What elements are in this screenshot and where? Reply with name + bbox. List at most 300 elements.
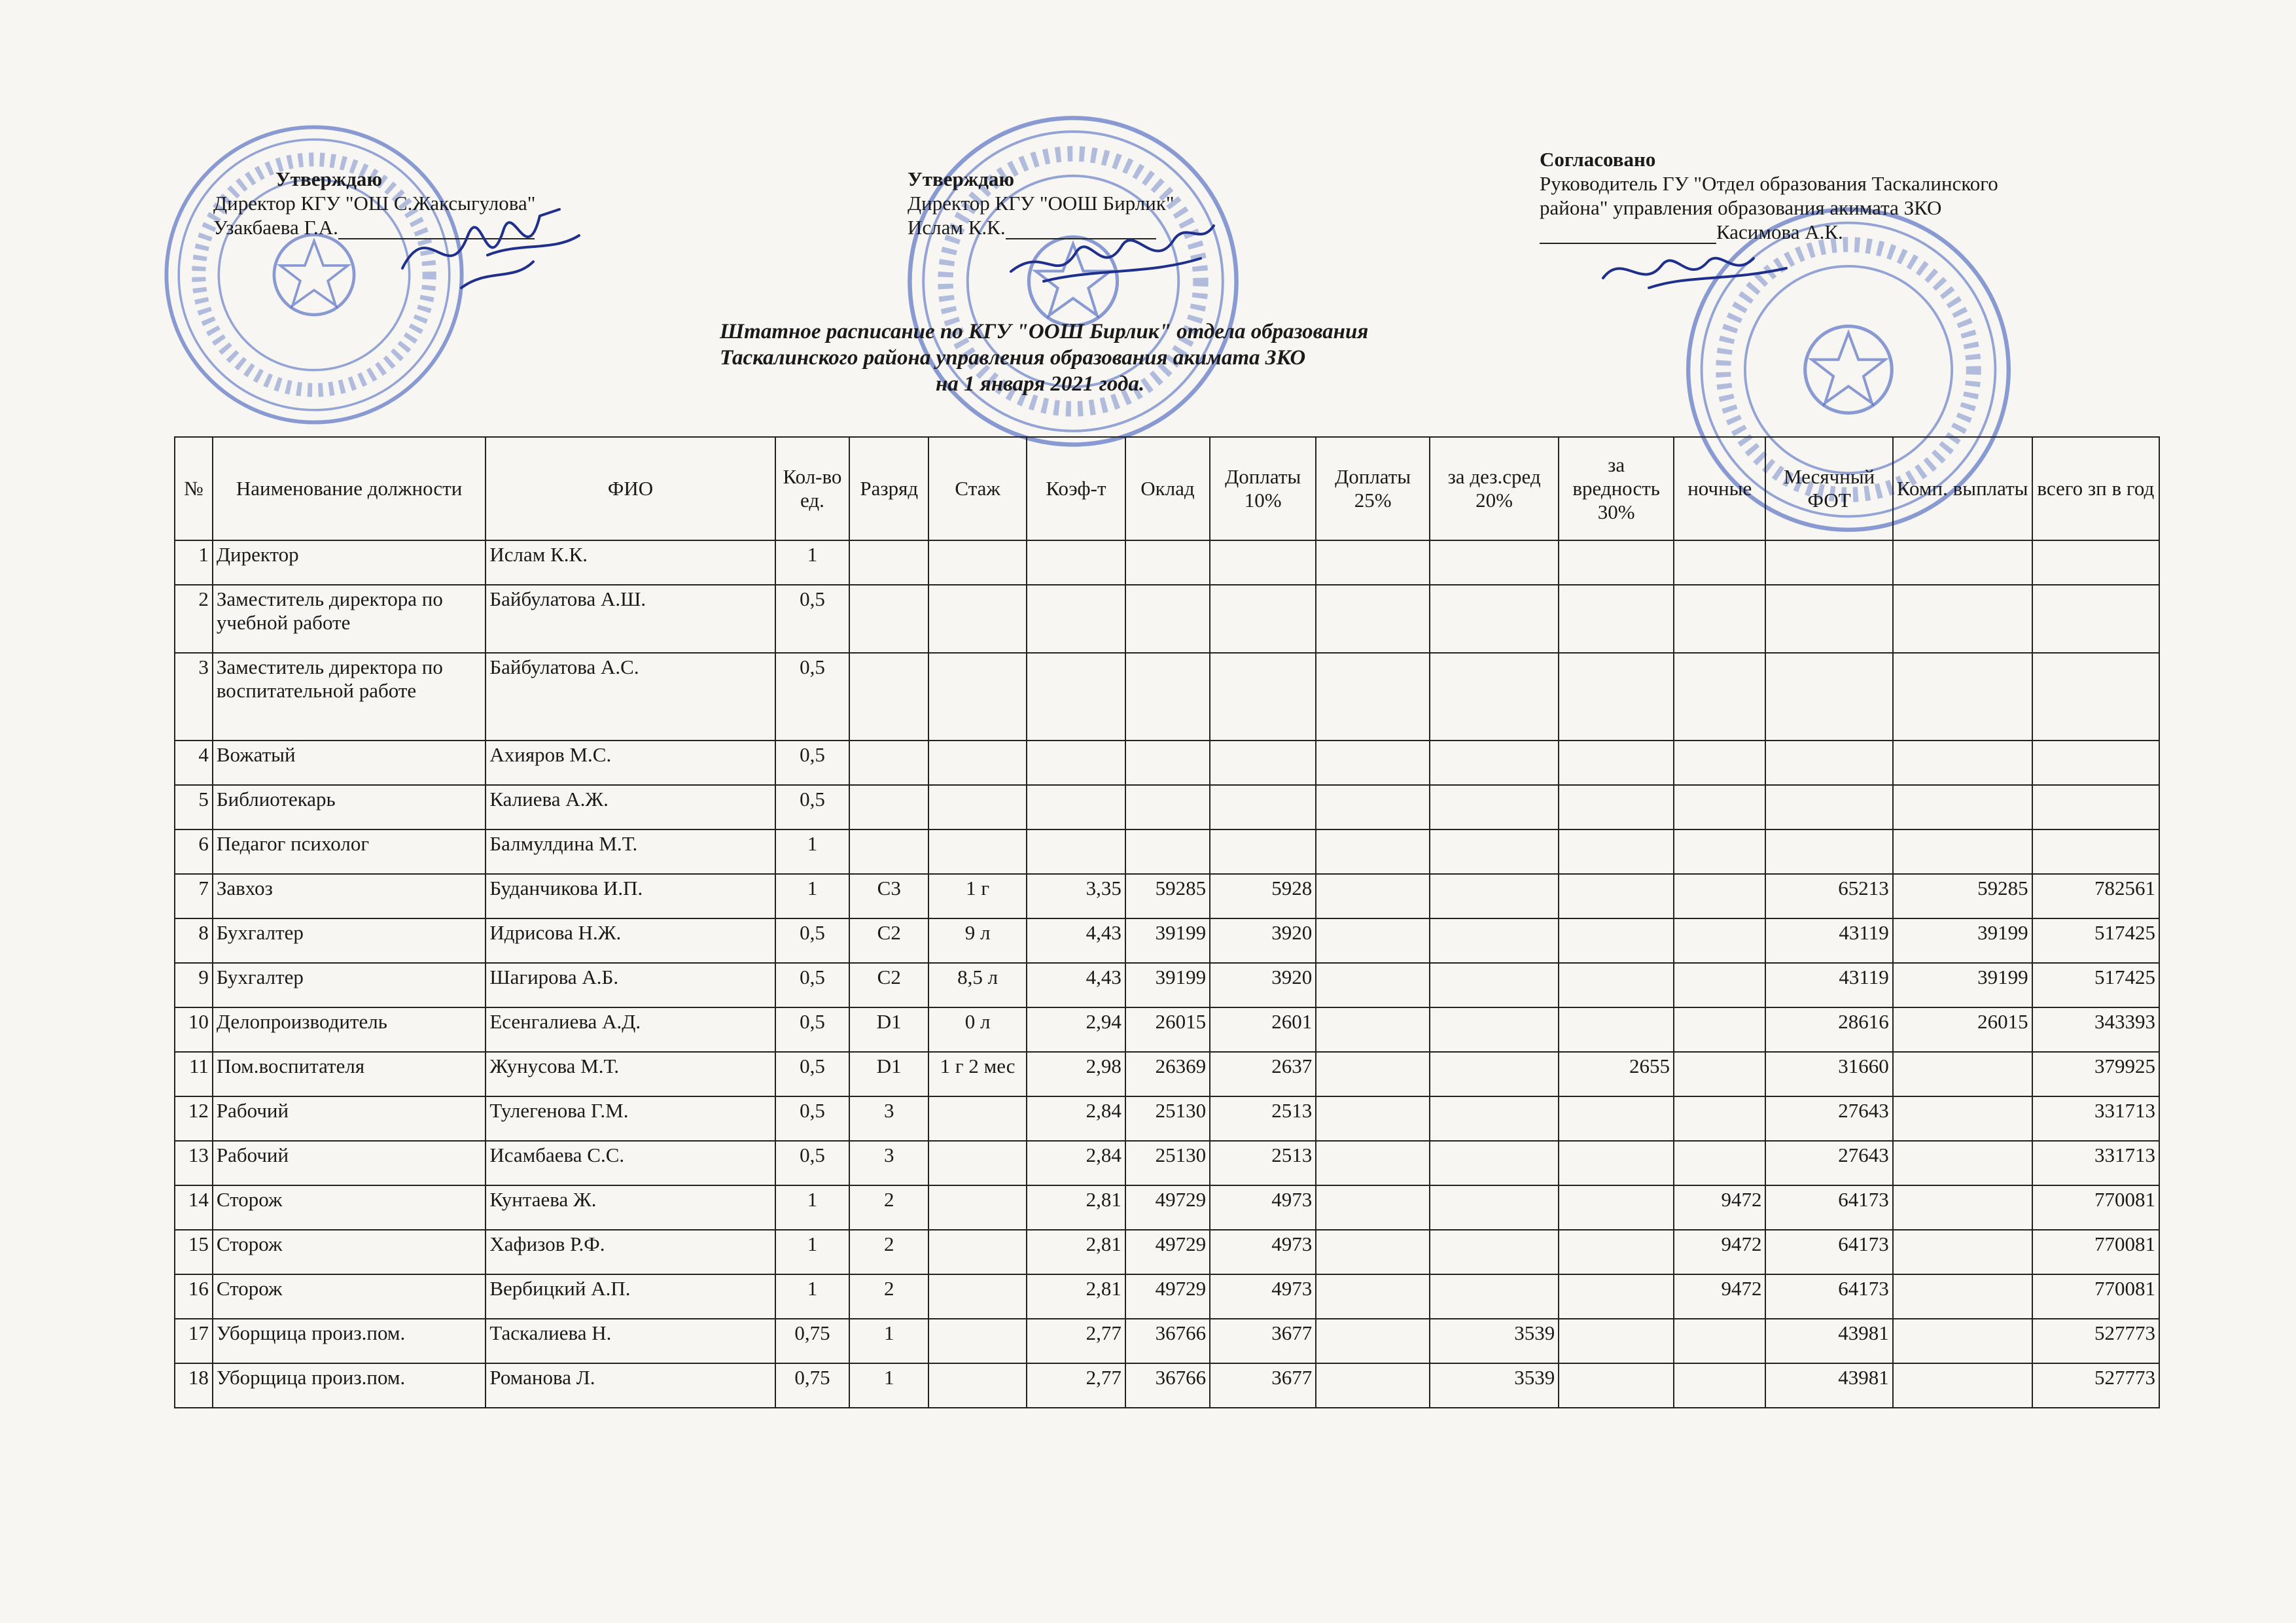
cell-col-harm — [1559, 829, 1674, 874]
cell-col-coef: 2,77 — [1027, 1363, 1125, 1408]
cell-col-fot: 43119 — [1765, 963, 1892, 1007]
cell-col-number: 7 — [175, 874, 213, 918]
approval-signer-name: Касимова А.К. — [1716, 220, 1843, 243]
cell-col-salary — [1125, 540, 1210, 585]
cell-col-stage — [928, 1363, 1027, 1408]
cell-col-coef — [1027, 829, 1125, 874]
header-col-year: всего зп в год — [2032, 437, 2159, 540]
cell-col-year: 770081 — [2032, 1230, 2159, 1274]
cell-col-grade — [849, 741, 928, 785]
cell-col-salary: 25130 — [1125, 1096, 1210, 1141]
approval-signer-title: Директор КГУ "ООШ Бирлик" — [908, 192, 1174, 215]
cell-col-stage: 0 л — [928, 1007, 1027, 1052]
table-row — [175, 1141, 2159, 1185]
cell-col-number: 9 — [175, 963, 213, 1007]
cell-col-position: Уборщица произ.пом. — [213, 1363, 486, 1408]
cell-col-units: 0,5 — [775, 585, 850, 653]
cell-col-year: 782561 — [2032, 874, 2159, 918]
cell-col-position: Сторож — [213, 1185, 486, 1230]
cell-col-dez: 3539 — [1430, 1319, 1559, 1363]
cell-col-dez — [1430, 741, 1559, 785]
cell-col-add25 — [1316, 1230, 1430, 1274]
header-col-fot: Месячный ФОТ — [1765, 437, 1892, 540]
cell-col-fot: 64173 — [1765, 1230, 1892, 1274]
cell-col-harm — [1559, 1230, 1674, 1274]
cell-col-fot: 64173 — [1765, 1274, 1892, 1319]
cell-col-year: 527773 — [2032, 1363, 2159, 1408]
cell-col-fot: 43981 — [1765, 1363, 1892, 1408]
cell-col-salary: 36766 — [1125, 1319, 1210, 1363]
cell-col-comp — [1893, 829, 2032, 874]
header-col-position: Наименование должности — [213, 437, 486, 540]
cell-col-harm — [1559, 1096, 1674, 1141]
cell-col-grade: D1 — [849, 1007, 928, 1052]
cell-col-units: 1 — [775, 540, 850, 585]
cell-col-fio: Есенгалиева А.Д. — [486, 1007, 775, 1052]
cell-col-number: 6 — [175, 829, 213, 874]
handwritten-signature-middle — [1004, 206, 1220, 294]
cell-col-number: 13 — [175, 1141, 213, 1185]
cell-col-year: 331713 — [2032, 1141, 2159, 1185]
staffing-table — [174, 436, 2160, 1408]
cell-col-add10 — [1210, 540, 1316, 585]
cell-col-night — [1674, 585, 1766, 653]
cell-col-stage: 1 г — [928, 874, 1027, 918]
cell-col-fot — [1765, 785, 1892, 829]
cell-col-year: 517425 — [2032, 918, 2159, 963]
cell-col-units: 0,5 — [775, 785, 850, 829]
cell-col-comp: 39199 — [1893, 918, 2032, 963]
approval-signer-title: Руководитель ГУ "Отдел образования Таскалинского — [1540, 172, 1998, 195]
cell-col-dez — [1430, 540, 1559, 585]
cell-col-dez — [1430, 1096, 1559, 1141]
table-row — [175, 653, 2159, 741]
cell-col-salary: 39199 — [1125, 963, 1210, 1007]
title-line-3: на 1 января 2021 года. — [936, 372, 1145, 396]
table-row — [175, 1096, 2159, 1141]
table-row — [175, 1185, 2159, 1230]
table-row — [175, 785, 2159, 829]
cell-col-dez — [1430, 874, 1559, 918]
cell-col-stage — [928, 653, 1027, 741]
cell-col-stage — [928, 1230, 1027, 1274]
cell-col-salary — [1125, 829, 1210, 874]
cell-col-add10: 3677 — [1210, 1363, 1316, 1408]
cell-col-units: 1 — [775, 1274, 850, 1319]
cell-col-position: Уборщица произ.пом. — [213, 1319, 486, 1363]
cell-col-position: Бухгалтер — [213, 918, 486, 963]
cell-col-coef — [1027, 741, 1125, 785]
cell-col-year — [2032, 585, 2159, 653]
cell-col-stage — [928, 741, 1027, 785]
cell-col-number: 1 — [175, 540, 213, 585]
cell-col-add10: 4973 — [1210, 1185, 1316, 1230]
cell-col-night: 9472 — [1674, 1230, 1766, 1274]
cell-col-comp — [1893, 1141, 2032, 1185]
cell-col-position: Завхоз — [213, 874, 486, 918]
cell-col-year — [2032, 540, 2159, 585]
cell-col-salary: 36766 — [1125, 1363, 1210, 1408]
cell-col-add10: 2637 — [1210, 1052, 1316, 1096]
cell-col-coef: 2,84 — [1027, 1141, 1125, 1185]
cell-col-harm — [1559, 1141, 1674, 1185]
cell-col-night — [1674, 918, 1766, 963]
approval-block-right — [1540, 147, 1998, 244]
cell-col-year: 343393 — [2032, 1007, 2159, 1052]
cell-col-position: Вожатый — [213, 741, 486, 785]
cell-col-salary: 26369 — [1125, 1052, 1210, 1096]
cell-col-number: 2 — [175, 585, 213, 653]
cell-col-comp: 26015 — [1893, 1007, 2032, 1052]
cell-col-salary — [1125, 585, 1210, 653]
cell-col-dez — [1430, 918, 1559, 963]
cell-col-grade: D1 — [849, 1052, 928, 1096]
cell-col-night — [1674, 1319, 1766, 1363]
table-row — [175, 1363, 2159, 1408]
cell-col-fio: Ислам К.К. — [486, 540, 775, 585]
cell-col-units: 1 — [775, 829, 850, 874]
cell-col-grade: 3 — [849, 1096, 928, 1141]
approval-heading: Утверждаю — [275, 167, 383, 190]
header-col-comp: Комп. выплаты — [1893, 437, 2032, 540]
header-col-dez: за дез.сред 20% — [1430, 437, 1559, 540]
cell-col-units: 0,5 — [775, 653, 850, 741]
cell-col-grade: 2 — [849, 1230, 928, 1274]
cell-col-night — [1674, 1096, 1766, 1141]
cell-col-position: Делопроизводитель — [213, 1007, 486, 1052]
cell-col-add25 — [1316, 785, 1430, 829]
cell-col-stage: 9 л — [928, 918, 1027, 963]
cell-col-fot — [1765, 741, 1892, 785]
cell-col-add10 — [1210, 653, 1316, 741]
cell-col-position: Рабочий — [213, 1096, 486, 1141]
header-col-number: № — [175, 437, 213, 540]
cell-col-fot: 65213 — [1765, 874, 1892, 918]
cell-col-comp — [1893, 1096, 2032, 1141]
cell-col-add10: 5928 — [1210, 874, 1316, 918]
cell-col-add25 — [1316, 540, 1430, 585]
cell-col-fot — [1765, 540, 1892, 585]
cell-col-year — [2032, 741, 2159, 785]
cell-col-fot: 31660 — [1765, 1052, 1892, 1096]
header-col-harm: за вредность 30% — [1559, 437, 1674, 540]
cell-col-night — [1674, 1141, 1766, 1185]
table-row — [175, 1274, 2159, 1319]
cell-col-add10: 2513 — [1210, 1141, 1316, 1185]
cell-col-comp — [1893, 653, 2032, 741]
cell-col-coef: 2,77 — [1027, 1319, 1125, 1363]
table-row — [175, 585, 2159, 653]
header-col-units: Кол-во ед. — [775, 437, 850, 540]
cell-col-comp — [1893, 741, 2032, 785]
cell-col-night — [1674, 540, 1766, 585]
cell-col-dez — [1430, 653, 1559, 741]
cell-col-harm — [1559, 918, 1674, 963]
cell-col-units: 0,5 — [775, 1141, 850, 1185]
approval-heading: Утверждаю — [908, 167, 1015, 190]
cell-col-harm — [1559, 1363, 1674, 1408]
cell-col-position: Сторож — [213, 1274, 486, 1319]
cell-col-fio: Таскалиева Н. — [486, 1319, 775, 1363]
table-row — [175, 874, 2159, 918]
cell-col-add25 — [1316, 653, 1430, 741]
cell-col-position: Библиотекарь — [213, 785, 486, 829]
cell-col-harm — [1559, 653, 1674, 741]
approval-signer-title-cont: района" управления образования акимата ЗКО — [1540, 196, 1942, 219]
cell-col-add25 — [1316, 1274, 1430, 1319]
cell-col-dez — [1430, 1141, 1559, 1185]
cell-col-coef: 2,81 — [1027, 1230, 1125, 1274]
cell-col-number: 11 — [175, 1052, 213, 1096]
cell-col-add10 — [1210, 785, 1316, 829]
cell-col-fio: Идрисова Н.Ж. — [486, 918, 775, 963]
cell-col-dez — [1430, 963, 1559, 1007]
cell-col-fio: Вербицкий А.П. — [486, 1274, 775, 1319]
cell-col-number: 10 — [175, 1007, 213, 1052]
cell-col-add25 — [1316, 741, 1430, 785]
cell-col-grade — [849, 785, 928, 829]
cell-col-position: Заместитель директора по учебной работе — [213, 585, 486, 653]
cell-col-harm — [1559, 741, 1674, 785]
cell-col-stage — [928, 1141, 1027, 1185]
cell-col-salary — [1125, 741, 1210, 785]
title-line-1: Штатное расписание по КГУ "ООШ Бирлик" отдела образования — [720, 320, 1369, 343]
cell-col-units: 1 — [775, 874, 850, 918]
cell-col-year: 770081 — [2032, 1274, 2159, 1319]
cell-col-fio: Кунтаева Ж. — [486, 1185, 775, 1230]
cell-col-year: 527773 — [2032, 1319, 2159, 1363]
cell-col-grade: С3 — [849, 874, 928, 918]
cell-col-units: 0,5 — [775, 1007, 850, 1052]
cell-col-add25 — [1316, 1052, 1430, 1096]
document-title — [720, 319, 1570, 397]
header-col-add25: Доплаты 25% — [1316, 437, 1430, 540]
cell-col-add25 — [1316, 874, 1430, 918]
cell-col-fio: Исамбаева С.С. — [486, 1141, 775, 1185]
handwritten-signature-left — [389, 190, 586, 298]
cell-col-add25 — [1316, 1363, 1430, 1408]
cell-col-fot — [1765, 653, 1892, 741]
cell-col-dez — [1430, 1274, 1559, 1319]
cell-col-add10: 3677 — [1210, 1319, 1316, 1363]
cell-col-night — [1674, 1052, 1766, 1096]
cell-col-add10 — [1210, 741, 1316, 785]
cell-col-night — [1674, 874, 1766, 918]
table-row — [175, 1007, 2159, 1052]
header-col-fio: ФИО — [486, 437, 775, 540]
cell-col-coef: 4,43 — [1027, 963, 1125, 1007]
cell-col-units: 1 — [775, 1230, 850, 1274]
cell-col-fio: Тулегенова Г.М. — [486, 1096, 775, 1141]
approval-heading: Согласовано — [1540, 148, 1656, 171]
header-col-stage: Стаж — [928, 437, 1027, 540]
cell-col-fio: Шагирова А.Б. — [486, 963, 775, 1007]
cell-col-stage — [928, 1274, 1027, 1319]
cell-col-night — [1674, 785, 1766, 829]
cell-col-harm — [1559, 1185, 1674, 1230]
cell-col-comp — [1893, 540, 2032, 585]
cell-col-fot — [1765, 585, 1892, 653]
cell-col-fio: Байбулатова А.С. — [486, 653, 775, 741]
cell-col-salary: 26015 — [1125, 1007, 1210, 1052]
cell-col-fio: Байбулатова А.Ш. — [486, 585, 775, 653]
cell-col-comp — [1893, 585, 2032, 653]
header-col-salary: Оклад — [1125, 437, 1210, 540]
cell-col-year: 379925 — [2032, 1052, 2159, 1096]
cell-col-coef: 4,43 — [1027, 918, 1125, 963]
cell-col-night: 9472 — [1674, 1185, 1766, 1230]
cell-col-fot: 43981 — [1765, 1319, 1892, 1363]
cell-col-comp — [1893, 1319, 2032, 1363]
cell-col-stage — [928, 785, 1027, 829]
cell-col-stage — [928, 585, 1027, 653]
cell-col-night — [1674, 829, 1766, 874]
cell-col-number: 18 — [175, 1363, 213, 1408]
cell-col-year: 517425 — [2032, 963, 2159, 1007]
cell-col-night: 9472 — [1674, 1274, 1766, 1319]
cell-col-coef — [1027, 653, 1125, 741]
cell-col-add10: 3920 — [1210, 963, 1316, 1007]
cell-col-night — [1674, 653, 1766, 741]
cell-col-dez — [1430, 585, 1559, 653]
cell-col-position: Бухгалтер — [213, 963, 486, 1007]
cell-col-comp: 39199 — [1893, 963, 2032, 1007]
cell-col-number: 15 — [175, 1230, 213, 1274]
cell-col-position: Директор — [213, 540, 486, 585]
cell-col-grade — [849, 540, 928, 585]
cell-col-number: 3 — [175, 653, 213, 741]
cell-col-add10: 2513 — [1210, 1096, 1316, 1141]
cell-col-comp: 59285 — [1893, 874, 2032, 918]
cell-col-grade: 1 — [849, 1319, 928, 1363]
cell-col-fio: Романова Л. — [486, 1363, 775, 1408]
cell-col-number: 8 — [175, 918, 213, 963]
cell-col-coef: 2,81 — [1027, 1185, 1125, 1230]
cell-col-add25 — [1316, 963, 1430, 1007]
table-row — [175, 1052, 2159, 1096]
cell-col-grade: С2 — [849, 918, 928, 963]
cell-col-fio: Хафизов Р.Ф. — [486, 1230, 775, 1274]
cell-col-grade: С2 — [849, 963, 928, 1007]
cell-col-dez — [1430, 785, 1559, 829]
title-line-2: Таскалинского района управления образования акимата ЗКО — [720, 346, 1306, 370]
header-col-add10: Доплаты 10% — [1210, 437, 1316, 540]
cell-col-comp — [1893, 1230, 2032, 1274]
cell-col-units: 0,5 — [775, 1096, 850, 1141]
cell-col-fio: Жунусова М.Т. — [486, 1052, 775, 1096]
cell-col-number: 17 — [175, 1319, 213, 1363]
cell-col-harm — [1559, 1319, 1674, 1363]
cell-col-number: 14 — [175, 1185, 213, 1230]
cell-col-units: 0,5 — [775, 963, 850, 1007]
cell-col-stage — [928, 1185, 1027, 1230]
cell-col-comp — [1893, 1274, 2032, 1319]
cell-col-fot: 27643 — [1765, 1141, 1892, 1185]
cell-col-stage — [928, 540, 1027, 585]
cell-col-fot: 43119 — [1765, 918, 1892, 963]
cell-col-salary — [1125, 653, 1210, 741]
cell-col-position: Педагог психолог — [213, 829, 486, 874]
header-col-night: ночные — [1674, 437, 1766, 540]
cell-col-comp — [1893, 1052, 2032, 1096]
table-row — [175, 741, 2159, 785]
cell-col-number: 4 — [175, 741, 213, 785]
cell-col-add25 — [1316, 1319, 1430, 1363]
cell-col-add10 — [1210, 585, 1316, 653]
cell-col-night — [1674, 1007, 1766, 1052]
cell-col-add10: 4973 — [1210, 1274, 1316, 1319]
cell-col-add10: 3920 — [1210, 918, 1316, 963]
cell-col-coef: 2,98 — [1027, 1052, 1125, 1096]
table-row — [175, 918, 2159, 963]
cell-col-dez — [1430, 1185, 1559, 1230]
cell-col-stage: 1 г 2 мес — [928, 1052, 1027, 1096]
cell-col-coef — [1027, 785, 1125, 829]
cell-col-salary: 49729 — [1125, 1185, 1210, 1230]
cell-col-harm — [1559, 1007, 1674, 1052]
cell-col-coef: 3,35 — [1027, 874, 1125, 918]
cell-col-comp — [1893, 785, 2032, 829]
cell-col-night — [1674, 741, 1766, 785]
cell-col-number: 5 — [175, 785, 213, 829]
cell-col-year: 331713 — [2032, 1096, 2159, 1141]
table-row — [175, 963, 2159, 1007]
table-row — [175, 829, 2159, 874]
cell-col-add25 — [1316, 1007, 1430, 1052]
cell-col-fot: 64173 — [1765, 1185, 1892, 1230]
cell-col-harm — [1559, 785, 1674, 829]
cell-col-stage — [928, 829, 1027, 874]
cell-col-grade: 2 — [849, 1274, 928, 1319]
cell-col-add25 — [1316, 1096, 1430, 1141]
cell-col-dez — [1430, 829, 1559, 874]
cell-col-fio: Калиева А.Ж. — [486, 785, 775, 829]
cell-col-night — [1674, 963, 1766, 1007]
cell-col-year — [2032, 785, 2159, 829]
cell-col-night — [1674, 1363, 1766, 1408]
cell-col-add10 — [1210, 829, 1316, 874]
cell-col-grade — [849, 829, 928, 874]
cell-col-position: Сторож — [213, 1230, 486, 1274]
cell-col-add10: 4973 — [1210, 1230, 1316, 1274]
cell-col-grade: 2 — [849, 1185, 928, 1230]
cell-col-stage — [928, 1096, 1027, 1141]
cell-col-coef: 2,84 — [1027, 1096, 1125, 1141]
cell-col-salary — [1125, 785, 1210, 829]
cell-col-year — [2032, 829, 2159, 874]
cell-col-grade — [849, 653, 928, 741]
cell-col-fot: 27643 — [1765, 1096, 1892, 1141]
cell-col-dez — [1430, 1052, 1559, 1096]
cell-col-add10: 2601 — [1210, 1007, 1316, 1052]
cell-col-coef: 2,81 — [1027, 1274, 1125, 1319]
cell-col-salary: 49729 — [1125, 1230, 1210, 1274]
cell-col-units: 0,5 — [775, 918, 850, 963]
table-header-row — [175, 437, 2159, 540]
cell-col-stage — [928, 1319, 1027, 1363]
cell-col-comp — [1893, 1363, 2032, 1408]
cell-col-salary: 59285 — [1125, 874, 1210, 918]
cell-col-harm — [1559, 540, 1674, 585]
cell-col-harm — [1559, 585, 1674, 653]
cell-col-add25 — [1316, 918, 1430, 963]
approval-signer-name: Узакбаева Г.А. — [213, 216, 338, 239]
cell-col-grade — [849, 585, 928, 653]
cell-col-dez — [1430, 1007, 1559, 1052]
cell-col-dez — [1430, 1230, 1559, 1274]
cell-col-position: Заместитель директора по воспитательной работе — [213, 653, 486, 741]
header-col-coef: Коэф-т — [1027, 437, 1125, 540]
